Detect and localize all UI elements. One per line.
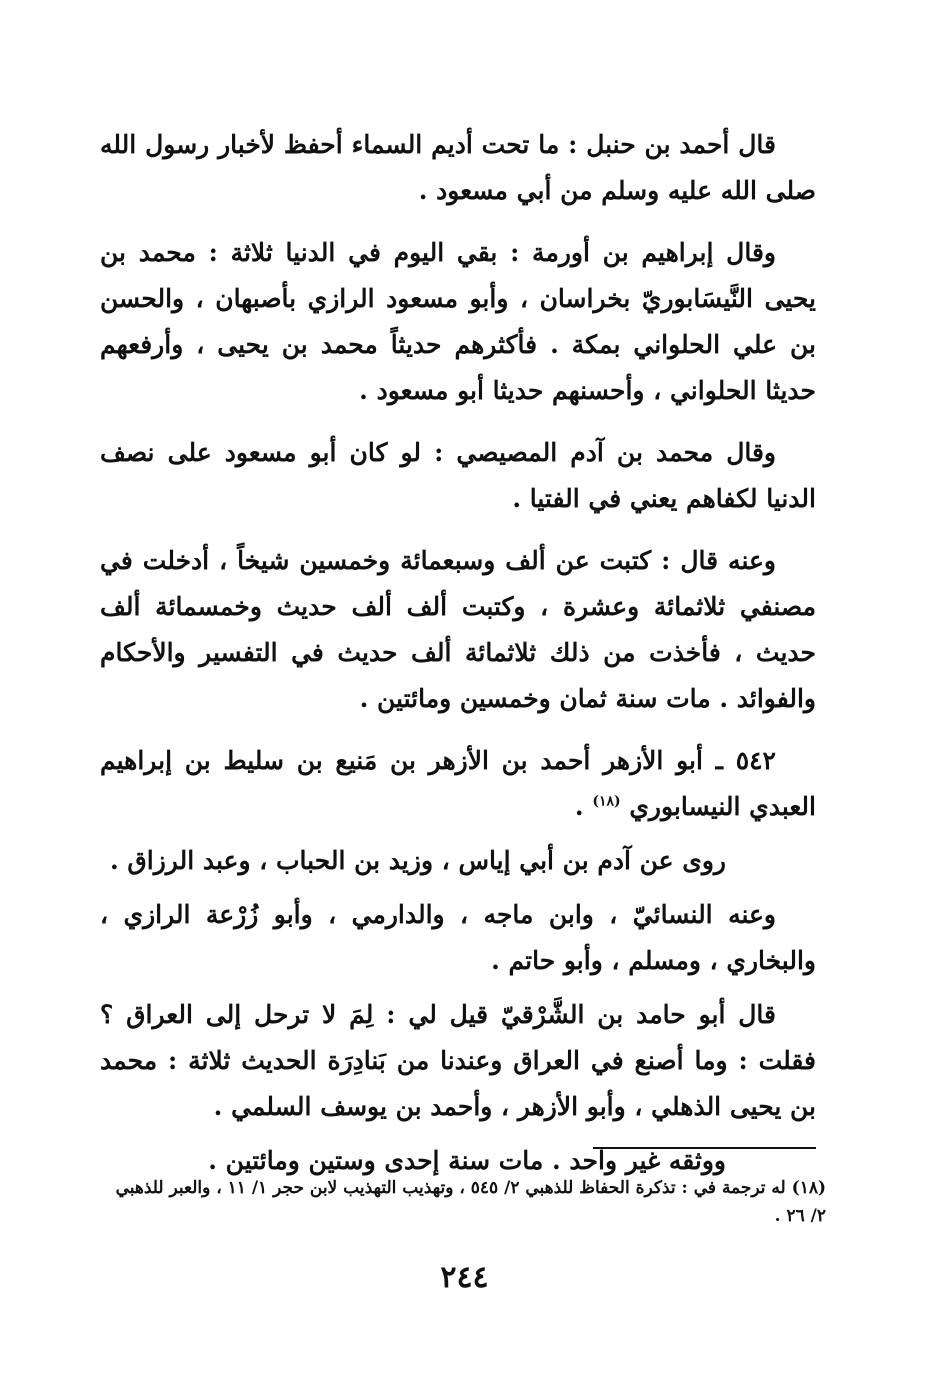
paragraph-anhu-qal: وعنه قال : كتبت عن ألف وسبعمائة وخمسين شيخاً ، أدخلت في مصنفي ثلاثمائة وعشرة ، وكتبت ألف ألف حديث وخمسمائة ألف حديث ، فأخذت من ذلك ثلاثمائة ألف حديث في التفسير والأحكام والفوائد . مات سنة ثمان وخمسين ومائتين . [100, 546, 816, 713]
footnote-reference: (١٨) [592, 793, 621, 810]
biography-heading-542 [100, 738, 816, 830]
paragraph-narrated-from: روى عن آدم بن أبي إياس ، وزيد بن الحباب ، وعبد الرزاق . [109, 846, 726, 875]
biography-heading-text: ٥٤٢ ـ أبو الأزهر أحمد بن الأزهر بن مَنيع بن سليط بن إبراهيم العبدي النيسابوري [100, 746, 816, 821]
paragraph-muhammad-ibn-adam: وقال محمد بن آدم المصيصي : لو كان أبو مسعود على نصف الدنيا لكفاهم يعني في الفتيا . [100, 438, 816, 513]
paragraph-ahmad-ibn-hanbal: قال أحمد بن حنبل : ما تحت أديم السماء أحفظ لأخبار رسول الله صلى الله عليه وسلم من أبي مسعود . [100, 130, 816, 205]
paragraph-abu-hamid: قال أبو حامد بن الشَّرْقيّ قيل لي : لِمَ لا ترحل إلى العراق ؟ فقلت : وما أصنع في العراق وعندنا من بَنادِرَة الحديث ثلاثة : محمد بن يحيى الذهلي ، وأبو الأزهر ، وأحمد بن يوسف السلمي . [100, 1000, 816, 1121]
footnote-text: (١٨) له ترجمة في : تذكرة الحفاظ للذهبي ٢/ ٥٤٥ ، وتهذيب التهذيب لابن حجر ١/ ١١ ، والعبر للذهبي ٢/ ٢٦ . [115, 1178, 826, 1226]
biography-heading-end: . [574, 792, 593, 821]
paragraph-death-date: ووثقه غير واحد . مات سنة إحدى وستين ومائتين . [208, 1146, 726, 1175]
paragraph-ibrahim-ibn-awrama: وقال إبراهيم بن أورمة : بقي اليوم في الدنيا ثلاثة : محمد بن يحيى النَّيسَابوريّ بخراسان ، وأبو مسعود الرازي بأصبهان ، والحسن بن علي الحلواني بمكة . فأكثرهم حديثاً محمد بن يحيى ، وأرفعهم حديثا الحلواني ، وأحسنهم حديثا أبو مسعود . [100, 238, 816, 405]
page-number: ٢٤٤ [440, 1260, 489, 1295]
paragraph-narrators: وعنه النسائيّ ، وابن ماجه ، والدارمي ، وأبو زُرْعة الرازي ، والبخاري ، ومسلم ، وأبو حاتم . [100, 900, 816, 975]
main-text [100, 122, 816, 1200]
footnote-separator [593, 1147, 816, 1149]
